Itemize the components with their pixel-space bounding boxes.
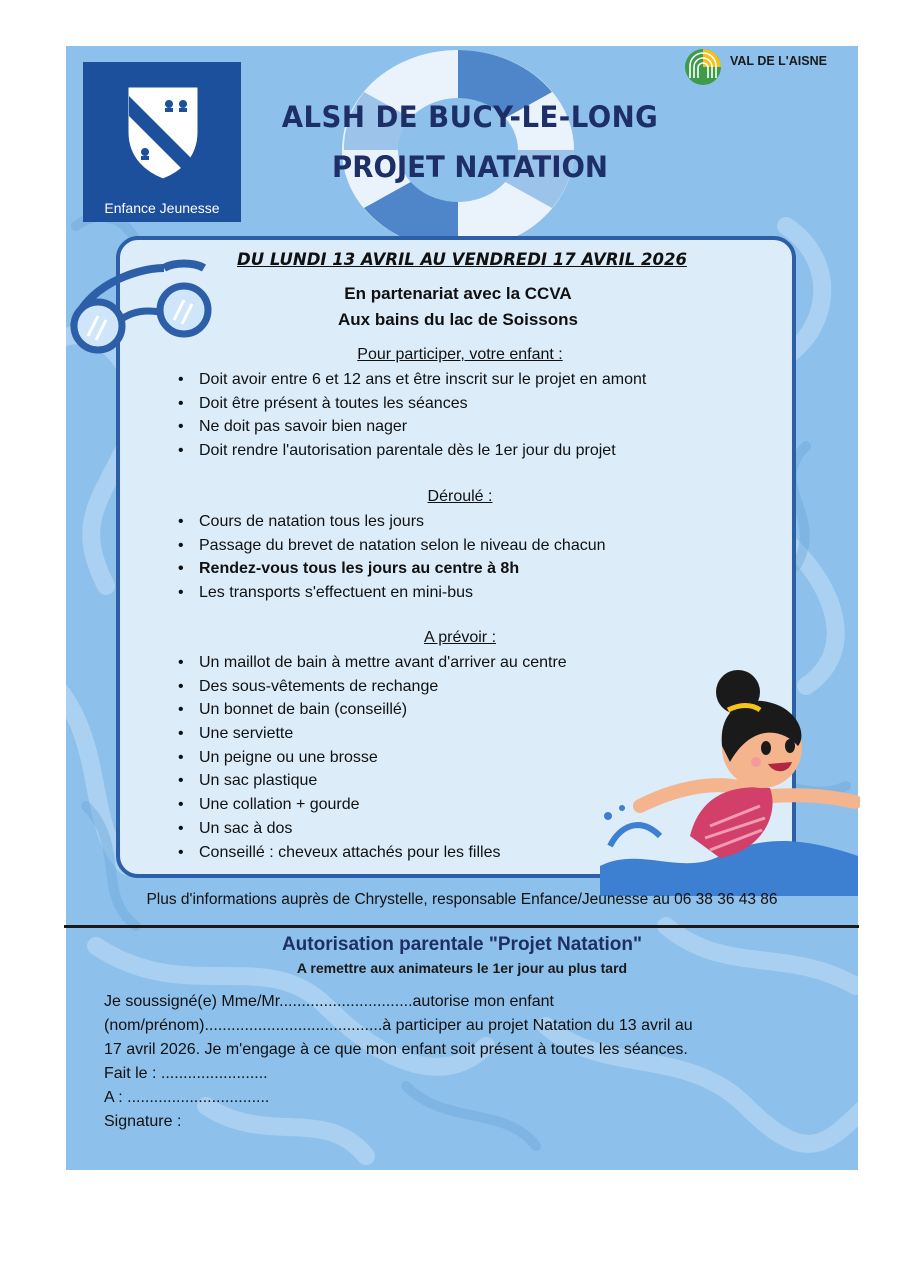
list-item: • Cours de natation tous les jours: [178, 510, 606, 534]
goggles-icon: [64, 248, 222, 358]
enfance-jeunesse-logo: [83, 62, 241, 222]
form-line-child[interactable]: (nom/prénom)........................................à participer au projet Natation du 13 avril au: [104, 1017, 693, 1034]
section-heading-bring: A prévoir :: [423, 629, 497, 646]
ccva-emblem-icon: [684, 48, 722, 86]
form-field-signature[interactable]: Signature :: [104, 1113, 182, 1130]
swimming-girl-illustration: [600, 666, 860, 896]
list-item: • Une serviette: [178, 722, 567, 746]
partner-name: VAL DE L'AISNE: [730, 54, 827, 68]
schedule-list: [178, 510, 606, 605]
section-heading-schedule: Déroulé :: [427, 488, 493, 505]
authorization-form: [104, 990, 824, 1134]
page-title: ALSH DE BUCY-LE-LONG: [281, 100, 659, 134]
form-line-commitment: 17 avril 2026. Je m'engage à ce que mon enfant soit présent à toutes les séances.: [104, 1041, 688, 1058]
project-dates: DU LUNDI 13 AVRIL AU VENDREDI 17 AVRIL 2026: [237, 250, 687, 269]
list-item: • Un bonnet de bain (conseillé): [178, 698, 567, 722]
page-subtitle: PROJET NATATION: [332, 150, 608, 184]
authorization-title: Autorisation parentale "Projet Natation": [281, 934, 643, 955]
list-item: • Doit être présent à toutes les séances: [178, 392, 646, 416]
coat-of-arms-icon: [123, 82, 203, 182]
list-item: • Les transports s'effectuent en mini-bus: [178, 581, 606, 605]
list-item: • Doit avoir entre 6 et 12 ans et être inscrit sur le projet en amont: [178, 368, 646, 392]
authorization-subtitle: A remettre aux animateurs le 1er jour au plus tard: [296, 960, 628, 976]
form-field-place[interactable]: A : ................................: [104, 1089, 270, 1106]
list-item: • Un sac à dos: [178, 817, 567, 841]
participate-list: [178, 368, 646, 463]
list-item: • Passage du brevet de natation selon le niveau de chacun: [178, 534, 606, 558]
list-item: • Un sac plastique: [178, 769, 567, 793]
list-item: • Rendez-vous tous les jours au centre à 8h: [178, 557, 606, 581]
list-item: • Une collation + gourde: [178, 793, 567, 817]
list-item: • Des sous-vêtements de rechange: [178, 675, 567, 699]
contact-info: Plus d'informations auprès de Chrystelle, responsable Enfance/Jeunesse au 06 38 36 43 86: [146, 891, 778, 908]
divider: [64, 925, 859, 928]
location-line: Aux bains du lac de Soissons: [338, 310, 578, 329]
partnership-line: En partenariat avec la CCVA: [344, 284, 572, 303]
logo-caption: Enfance Jeunesse: [104, 200, 220, 216]
form-line-parent[interactable]: Je soussigné(e) Mme/Mr..............................autorise mon enfant: [104, 993, 554, 1010]
list-item: • Ne doit pas savoir bien nager: [178, 415, 646, 439]
list-item: • Doit rendre l'autorisation parentale dès le 1er jour du projet: [178, 439, 646, 463]
list-item: • Un maillot de bain à mettre avant d'arriver au centre: [178, 651, 567, 675]
bring-list: [178, 651, 567, 864]
list-item: • Un peigne ou une brosse: [178, 746, 567, 770]
list-item: • Conseillé : cheveux attachés pour les filles: [178, 841, 567, 865]
form-field-date[interactable]: Fait le : ........................: [104, 1065, 268, 1082]
section-heading-participate: Pour participer, votre enfant :: [357, 346, 563, 363]
